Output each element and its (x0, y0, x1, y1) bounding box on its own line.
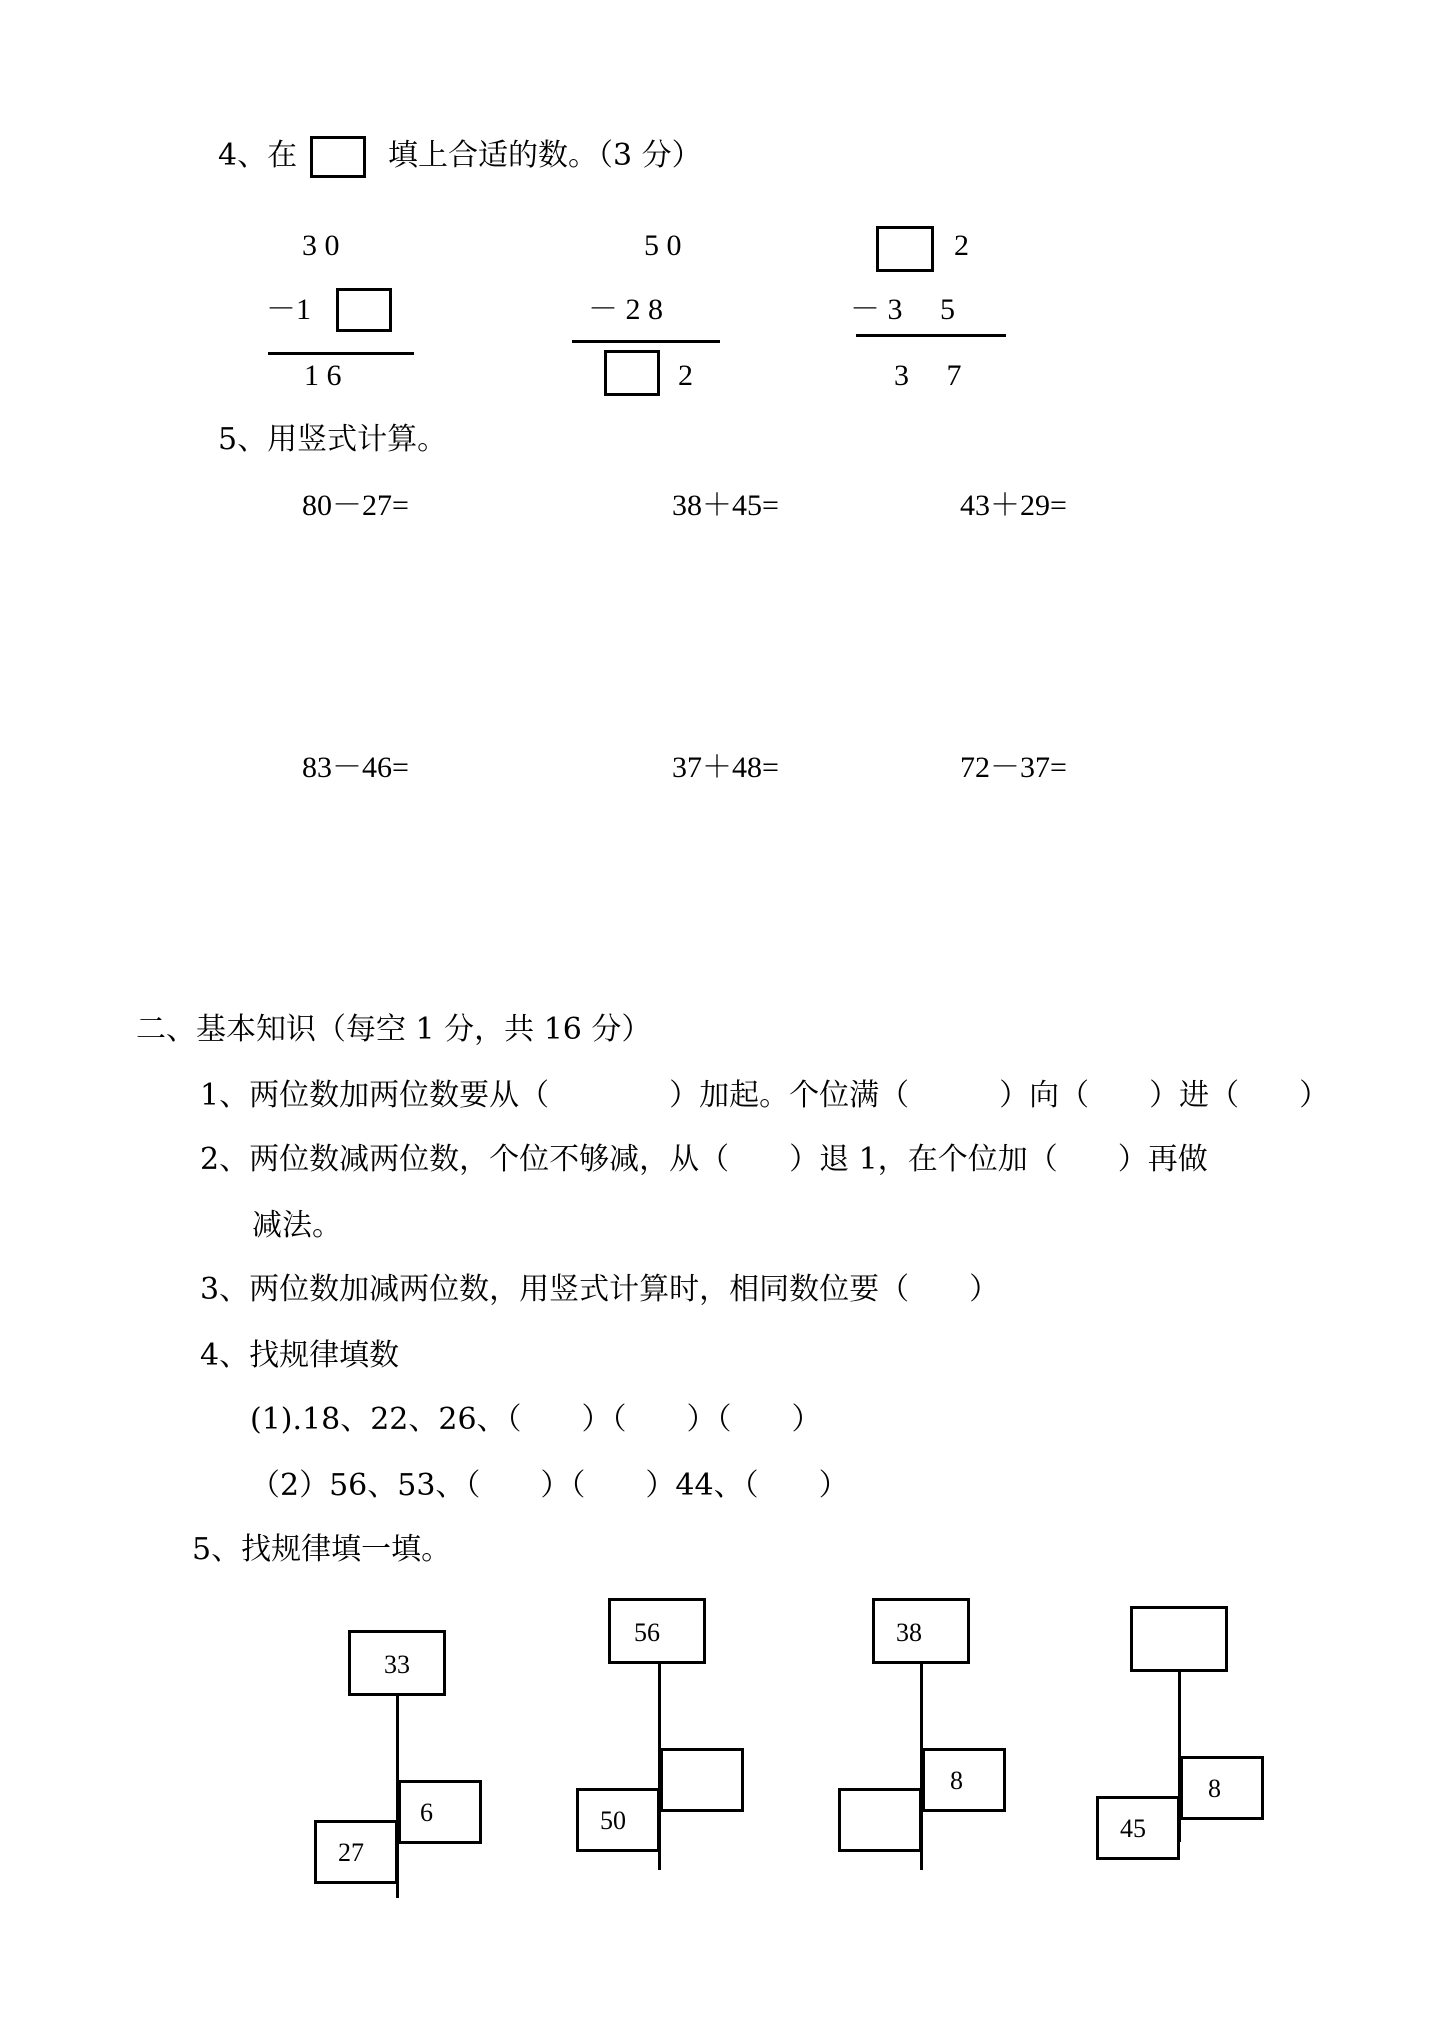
tree-3-top-value: 38 (896, 1618, 922, 1647)
tree-3-left-box[interactable] (838, 1788, 922, 1852)
q5-expr-6: 72－37= (960, 751, 1067, 784)
q5-expr-4: 83－46= (302, 751, 409, 784)
q4-p2-subtrahend: － 2 8 (588, 293, 663, 326)
q4-p1-minuend: 3 0 (302, 229, 340, 262)
q4-p3-minuend-digit: 2 (954, 229, 969, 262)
q4-p2-line (572, 340, 720, 343)
tree-2-top-value: 56 (634, 1618, 660, 1647)
section2-item-2-line-2: 减法。 (252, 1208, 342, 1243)
tree-4-top-box[interactable] (1130, 1606, 1228, 1672)
tree-4-right-value: 8 (1208, 1774, 1221, 1803)
q4-p2-difference-digit: 2 (678, 359, 693, 392)
q4-title-suffix: 填上合适的数。（3 分） (388, 138, 702, 173)
q4-title-answer-box (310, 136, 366, 178)
q4-p1-subtrahend-prefix: －1 (266, 293, 311, 326)
section2-heading: 二、基本知识（每空 1 分，共 16 分） (136, 1012, 652, 1047)
tree-1-left-value: 27 (338, 1838, 364, 1867)
q4-p3-answer-box[interactable] (876, 226, 934, 272)
section2-item-4-sub-2: （2）56、53、（ ）（ ）44、（ ） (250, 1468, 849, 1503)
section2-item-5-title: 5、找规律填一填。 (192, 1532, 452, 1567)
q4-p1-answer-box[interactable] (336, 288, 392, 332)
q4-p3-subtrahend: － 3 5 (850, 293, 955, 326)
tree-1-top-value: 33 (384, 1650, 410, 1679)
tree-4-left-value: 45 (1120, 1814, 1146, 1843)
q4-p3-line (856, 334, 1006, 337)
tree-2-right-box[interactable] (660, 1748, 744, 1812)
tree-1-right-value: 6 (420, 1798, 433, 1827)
q5-title: 5、用竖式计算。 (218, 422, 448, 457)
q5-expr-5: 37＋48= (672, 751, 779, 784)
tree-4-right-box (1180, 1756, 1264, 1820)
q4-title-prefix: 4、在 (218, 138, 298, 173)
q5-expr-3: 43＋29= (960, 489, 1067, 522)
section2-item-4-sub-1: (1).18、22、26、（ ）（ ）（ ） (250, 1402, 822, 1437)
q4-p2-minuend: 5 0 (644, 229, 682, 262)
tree-1-right-box (398, 1780, 482, 1844)
tree-2-left-value: 50 (600, 1806, 626, 1835)
q4-p1-difference: 1 6 (304, 359, 342, 392)
tree-3-right-box (922, 1748, 1006, 1812)
q4-p3-difference: 3 7 (894, 359, 962, 392)
section2-item-2-line-1: 2、两位数减两位数，个位不够减，从（ ）退 1，在个位加（ ）再做 (200, 1142, 1208, 1177)
section2-item-4-title: 4、找规律填数 (200, 1338, 400, 1373)
q5-expr-2: 38＋45= (672, 489, 779, 522)
tree-3-right-value: 8 (950, 1766, 963, 1795)
q5-expr-1: 80－27= (302, 489, 409, 522)
section2-item-1: 1、两位数加两位数要从（ ）加起。个位满（ ）向（ ）进（ ） (200, 1078, 1330, 1113)
q4-p2-answer-box[interactable] (604, 350, 660, 396)
section2-item-3: 3、两位数加减两位数，用竖式计算时，相同数位要（ ） (200, 1272, 1000, 1307)
q4-p1-line (268, 352, 414, 355)
